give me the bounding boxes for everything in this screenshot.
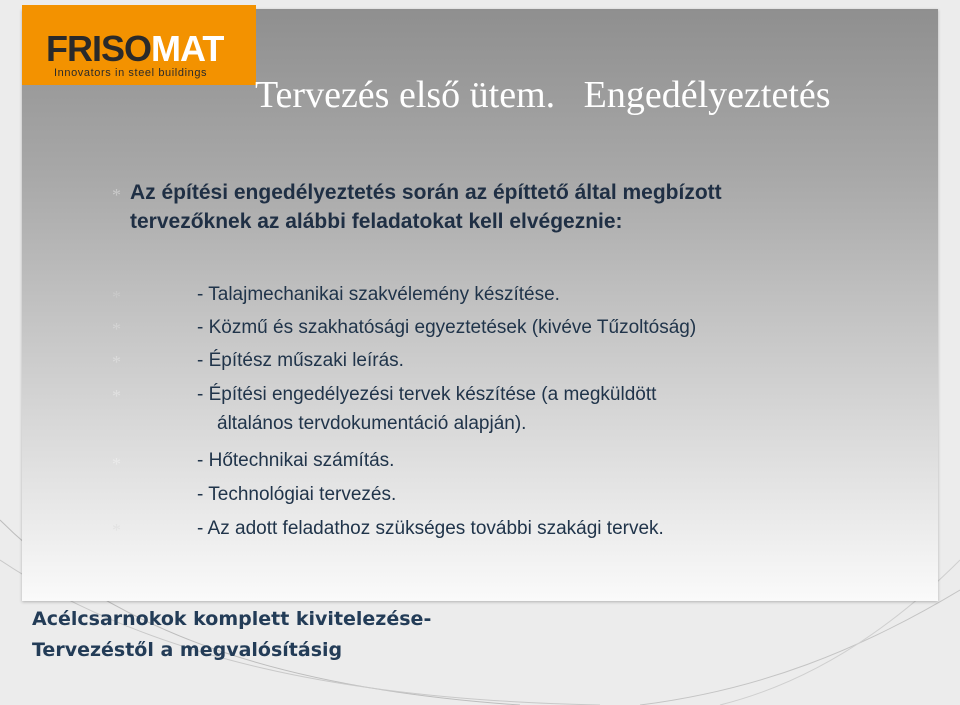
bullet-star-icon: * <box>112 487 121 507</box>
bullet-star-icon: * <box>112 386 121 406</box>
slide-title: Tervezés első ütem. Engedélyeztetés <box>255 74 831 116</box>
list-item: - Építési engedélyezési tervek készítése (a megküldött általános tervdokumentáció alapján). <box>197 384 657 434</box>
bullet-star-icon: * <box>112 520 121 540</box>
list-item: - Technológiai tervezés. <box>197 484 397 505</box>
bullet-star-icon: * <box>112 287 121 307</box>
footer-line: Acélcsarnokok komplett kivitelezése- <box>32 608 432 630</box>
list-item: - Az adott feladathoz szükséges további szakági tervek. <box>197 518 664 539</box>
bullet-star-icon: * <box>112 319 121 339</box>
bullet-star-icon: * <box>112 352 121 372</box>
list-item: - Építész műszaki leírás. <box>197 350 404 371</box>
footer-tagline <box>32 604 431 666</box>
list-item: - Talajmechanikai szakvélemény készítése. <box>197 284 560 305</box>
logo-wordmark: FRISOMAT <box>46 28 224 69</box>
lead-paragraph: Az építési engedélyeztetés során az építtető által megbízott tervezőknek az alábbi feladatokat kell elvégeznie: <box>130 181 722 233</box>
bullet-star-icon: * <box>112 185 121 205</box>
company-logo <box>22 5 256 85</box>
bullet-star-icon: * <box>112 454 121 474</box>
list-item: - Hőtechnikai számítás. <box>197 450 395 471</box>
list-item: - Közmű és szakhatósági egyeztetések (kivéve Tűzoltóság) <box>197 317 697 338</box>
footer-line: Tervezéstől a megvalósításig <box>32 639 343 661</box>
logo-tagline: Innovators in steel buildings <box>54 67 208 79</box>
